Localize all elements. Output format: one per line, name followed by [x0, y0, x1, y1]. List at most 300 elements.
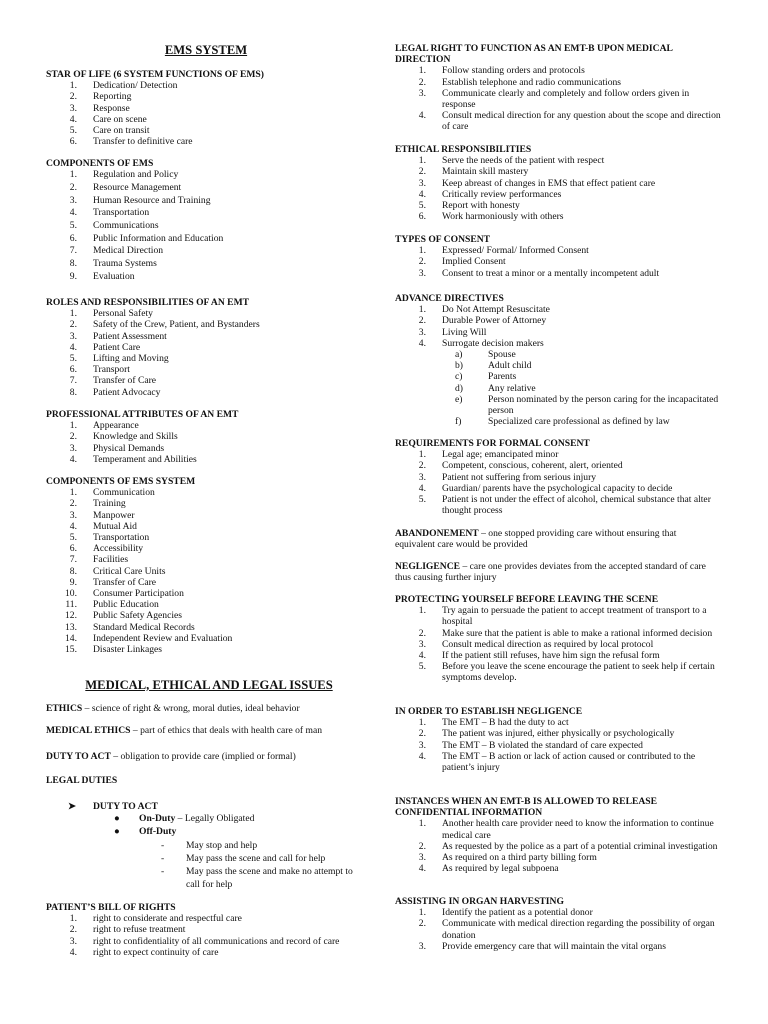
term: ABANDONEMENT	[395, 528, 479, 539]
term: ETHICS	[46, 703, 83, 714]
list-item	[46, 610, 366, 621]
list-item	[46, 947, 366, 958]
sub-list-item	[395, 394, 725, 416]
item-number: 2.	[418, 840, 426, 852]
dash-list-item	[46, 839, 366, 852]
item-number: 4.	[69, 113, 77, 125]
on-duty-item	[46, 813, 366, 824]
item-text: Public Information and Education	[93, 232, 224, 244]
item-text: The EMT – B action or lack of action caused or contributed to the patient’s injury	[442, 750, 696, 774]
list-item	[395, 189, 725, 200]
dash-marker: -	[161, 866, 165, 877]
list-item	[46, 936, 366, 947]
item-number: 7.	[69, 554, 77, 566]
item-text: Patient Care	[93, 341, 141, 353]
item-number: 5.	[418, 200, 426, 212]
item-text: Spouse	[488, 349, 516, 361]
list-item	[46, 233, 366, 246]
list-item	[46, 588, 366, 599]
item-text: Consumer Participation	[93, 588, 184, 600]
item-text: Patient not suffering from serious injury	[442, 471, 597, 483]
bullet-dot-icon: ●	[114, 826, 120, 838]
item-text: Maintain skill mastery	[442, 166, 529, 178]
dash-list-item	[46, 852, 366, 865]
negligence-definition	[395, 561, 715, 583]
item-number: 6.	[69, 543, 77, 555]
item-number: 3.	[418, 267, 426, 279]
item-text: Reporting	[93, 91, 132, 103]
item-number: 1.	[69, 420, 77, 432]
item-number: 6.	[69, 136, 77, 148]
list-item	[46, 644, 366, 655]
definition: – part of ethics that deals with health care of man	[130, 725, 323, 736]
section-heading: ADVANCE DIRECTIVES	[395, 293, 504, 304]
attributes-list	[46, 420, 366, 465]
list-item	[46, 924, 366, 935]
list-item	[395, 717, 725, 728]
item-text: Response	[93, 102, 130, 114]
list-item	[46, 487, 366, 498]
dash-list-item	[46, 865, 366, 891]
item-text: Parents	[488, 371, 517, 383]
item-number: 6.	[418, 211, 426, 223]
item-text: Do Not Attempt Resuscitate	[442, 304, 550, 316]
item-number: 4.	[418, 110, 426, 122]
item-text: Specialized care professional as defined by law	[488, 416, 670, 428]
list-item	[395, 863, 725, 874]
item-text: Before you leave the scene encourage the patient to seek help if certain symptoms develop.	[442, 661, 715, 684]
item-number: 1.	[418, 605, 426, 617]
list-item	[395, 918, 725, 940]
list-item	[395, 304, 725, 315]
list-item	[395, 639, 725, 650]
section-heading: ASSISTING IN ORGAN HARVESTING	[395, 896, 564, 907]
item-text: Identify the patient as a potential donor	[442, 907, 593, 919]
list-item	[46, 169, 366, 182]
item-number: 1.	[418, 304, 426, 316]
item-letter: f)	[455, 416, 462, 428]
item-number: 2.	[69, 431, 77, 443]
list-item	[395, 472, 725, 483]
medical-ethics-definition	[46, 725, 366, 736]
section-heading: COMPONENTS OF EMS SYSTEM	[46, 476, 196, 487]
item-number: 9.	[69, 270, 77, 282]
list-item	[46, 136, 366, 147]
list-item	[46, 431, 366, 442]
advance-directives-list	[395, 304, 725, 349]
item-number: 14.	[65, 632, 77, 644]
item-text: Competent, conscious, coherent, alert, oriented	[442, 460, 623, 472]
item-text: Legal age; emancipated minor	[442, 449, 559, 461]
item-text: Consult medical direction as required by local protocol	[442, 638, 654, 650]
list-item	[395, 200, 725, 211]
item-number: 3.	[418, 852, 426, 864]
term: NEGLIGENCE	[395, 561, 461, 572]
item-text: May stop and help	[186, 840, 258, 851]
duty-types-list	[46, 813, 366, 837]
item-number: 1.	[69, 80, 77, 92]
item-number: 5.	[69, 532, 77, 544]
term: Off-Duty	[139, 826, 177, 838]
item-number: 4.	[418, 863, 426, 875]
list-item	[395, 211, 725, 222]
item-number: 4.	[418, 482, 426, 494]
item-number: 4.	[418, 650, 426, 662]
list-item	[395, 110, 725, 132]
item-text: Try again to persuade the patient to accept treatment of transport to a hospital	[442, 605, 707, 628]
item-number: 3.	[418, 326, 426, 338]
item-number: 2.	[418, 315, 426, 327]
item-number: 2.	[69, 924, 77, 936]
item-number: 7.	[69, 245, 77, 257]
list-item	[46, 245, 366, 258]
item-number: 9.	[69, 576, 77, 588]
star-of-life-list	[46, 80, 366, 147]
term: On-Duty	[139, 813, 176, 824]
item-number: 5.	[69, 220, 77, 232]
item-text: Trauma Systems	[93, 258, 157, 270]
item-text: The EMT – B violated the standard of care expected	[442, 739, 643, 751]
item-number: 6.	[69, 232, 77, 244]
list-item	[46, 913, 366, 924]
dash-marker: -	[161, 840, 165, 851]
item-text: right to refuse treatment	[93, 924, 186, 936]
definition: – obligation to provide care (implied or formal)	[110, 751, 296, 762]
item-number: 3.	[418, 940, 426, 952]
item-number: 3.	[418, 739, 426, 751]
section-heading: REQUIREMENTS FOR FORMAL CONSENT	[395, 438, 590, 449]
sub-list-item	[395, 360, 725, 371]
section-heading: STAR OF LIFE (6 SYSTEM FUNCTIONS OF EMS)	[46, 69, 264, 80]
item-number: 1.	[69, 913, 77, 925]
item-text: Personal Safety	[93, 308, 153, 320]
item-text: Training	[93, 498, 126, 510]
item-text: Establish telephone and radio communications	[442, 76, 622, 88]
list-item	[46, 443, 366, 454]
item-text: Transfer of Care	[93, 576, 157, 588]
legal-right-section	[395, 43, 725, 133]
item-text: Public Education	[93, 599, 159, 611]
instances-section	[395, 796, 725, 874]
list-item	[395, 65, 725, 76]
item-number: 3.	[418, 471, 426, 483]
item-number: 2.	[418, 76, 426, 88]
item-number: 1.	[69, 308, 77, 320]
item-number: 5.	[69, 353, 77, 365]
item-number: 1.	[418, 818, 426, 830]
item-text: Mutual Aid	[93, 520, 137, 532]
list-item	[395, 155, 725, 166]
section-heading: INSTANCES WHEN AN EMT-B IS ALLOWED TO RELEASE CONFIDENTIAL INFORMATION	[395, 796, 658, 819]
list-item	[46, 220, 366, 233]
item-number: 2.	[418, 256, 426, 268]
item-text: Guardian/ parents have the psychological capacity to decide	[442, 482, 673, 494]
list-item	[395, 268, 725, 279]
item-number: 8.	[69, 258, 77, 270]
item-text: May pass the scene and make no attempt to call for help	[186, 866, 353, 890]
ethics-definition	[46, 703, 366, 714]
item-text: Adult child	[488, 360, 532, 372]
item-number: 2.	[418, 460, 426, 472]
list-item	[395, 178, 725, 189]
list-item	[395, 256, 725, 267]
item-letter: c)	[455, 371, 463, 383]
list-item	[395, 941, 725, 952]
item-text: Provide emergency care that will maintain the vital organs	[442, 940, 666, 952]
definition: – care one provides deviates from the accepted standard of care thus causing further injury	[395, 561, 706, 584]
item-text: If the patient still refuses, have him sign the refusal form	[442, 650, 660, 662]
item-text: Transport	[93, 364, 130, 376]
item-text: Medical Direction	[93, 245, 164, 257]
item-number: 6.	[69, 364, 77, 376]
item-letter: b)	[455, 360, 463, 372]
abandonment-definition	[395, 528, 715, 550]
sub-list-item	[395, 383, 725, 394]
item-number: 4.	[418, 750, 426, 762]
list-item	[46, 258, 366, 271]
item-number: 3.	[69, 442, 77, 454]
list-item	[395, 728, 725, 739]
item-text: As requested by the police as a part of a potential criminal investigation	[442, 840, 718, 852]
list-item	[395, 483, 725, 494]
item-text: right to considerate and respectful care	[93, 913, 242, 925]
list-item	[46, 420, 366, 431]
list-item	[46, 91, 366, 102]
item-text: Consult medical direction for any question about the scope and direction of care	[442, 110, 721, 133]
item-text: Knowledge and Skills	[93, 431, 178, 443]
list-item	[395, 628, 725, 639]
item-number: 4.	[69, 341, 77, 353]
list-item	[46, 387, 366, 398]
roles-list	[46, 308, 366, 398]
item-text: Regulation and Policy	[93, 169, 179, 181]
definition: – one stopped providing care without ensuring that equivalent care would be provided	[395, 528, 677, 551]
sub-list-item	[395, 416, 725, 427]
item-number: 3.	[69, 509, 77, 521]
list-item	[46, 498, 366, 509]
item-number: 1.	[418, 245, 426, 257]
item-text: Care on scene	[93, 113, 147, 125]
ems-system-title: EMS SYSTEM	[164, 43, 248, 57]
item-number: 8.	[69, 565, 77, 577]
item-text: Facilities	[93, 554, 129, 566]
list-item	[46, 182, 366, 195]
list-item	[46, 103, 366, 114]
sub-list-item	[395, 371, 725, 382]
item-number: 2.	[418, 627, 426, 639]
item-text: Any relative	[488, 382, 536, 394]
item-number: 2.	[69, 91, 77, 103]
list-item	[46, 319, 366, 330]
item-number: 12.	[65, 610, 77, 622]
list-item	[46, 364, 366, 375]
item-number: 1.	[69, 169, 77, 181]
legal-right-list	[395, 65, 725, 132]
list-item	[46, 375, 366, 386]
item-number: 4.	[69, 453, 77, 465]
item-text: Work harmoniously with others	[442, 211, 564, 223]
item-number: 1.	[418, 717, 426, 729]
item-text: Transfer to definitive care	[93, 136, 193, 148]
item-number: 2.	[69, 181, 77, 193]
item-text: The patient was injured, either physically or psychologically	[442, 728, 675, 740]
item-number: 5.	[69, 125, 77, 137]
list-item	[395, 460, 725, 471]
bill-of-rights-list	[46, 913, 366, 958]
list-item	[395, 852, 725, 863]
list-item	[395, 327, 725, 338]
item-number: 13.	[65, 621, 77, 633]
item-text: Patient is not under the effect of alcohol, chemical substance that alter thought process	[442, 494, 711, 517]
list-item	[46, 114, 366, 125]
list-item	[395, 907, 725, 918]
item-number: 2.	[69, 319, 77, 331]
list-item	[46, 271, 366, 284]
list-item	[395, 494, 725, 516]
item-text: Appearance	[93, 420, 139, 432]
formal-consent-section	[395, 438, 725, 516]
section-heading: PROTECTING YOURSELF BEFORE LEAVING THE SCENE	[395, 594, 659, 605]
item-number: 3.	[418, 638, 426, 650]
item-text: Consent to treat a minor or a mentally incompetent adult	[442, 267, 660, 279]
item-letter: d)	[455, 382, 463, 394]
item-text: Another health care provider need to know the information to continue medical care	[442, 818, 714, 841]
list-item	[46, 80, 366, 91]
section-heading: COMPONENTS OF EMS	[46, 158, 154, 169]
section-heading: TYPES OF CONSENT	[395, 234, 491, 245]
list-item	[395, 77, 725, 88]
ethical-list	[395, 155, 725, 222]
item-text: Report with honesty	[442, 200, 520, 212]
list-item	[46, 195, 366, 208]
item-text: Public Safety Agencies	[93, 610, 182, 622]
list-item	[46, 308, 366, 319]
list-item	[46, 521, 366, 532]
formal-consent-list	[395, 449, 725, 516]
section-heading: LEGAL RIGHT TO FUNCTION AS AN EMT-B UPON MEDICAL DIRECTION	[395, 43, 673, 66]
item-text: Expressed/ Formal/ Informed Consent	[442, 245, 589, 257]
instances-list	[395, 818, 725, 874]
item-text: Make sure that the patient is able to make a rational informed decision	[442, 627, 713, 639]
protecting-list	[395, 605, 725, 683]
item-number: 3.	[69, 194, 77, 206]
item-number: 4.	[418, 188, 426, 200]
item-number: 15.	[65, 644, 77, 656]
sub-list-item	[395, 349, 725, 360]
item-text: Temperament and Abilities	[93, 453, 197, 465]
term: MEDICAL ETHICS	[46, 725, 131, 736]
item-number: 2.	[418, 728, 426, 740]
item-number: 4.	[418, 337, 426, 349]
section-heading: PATIENT’S BILL OF RIGHTS	[46, 902, 176, 913]
item-text: Standard Medical Records	[93, 621, 195, 633]
duty-to-act-bullet	[46, 801, 366, 812]
item-text: Manpower	[93, 509, 135, 521]
item-letter: a)	[455, 349, 463, 361]
list-item	[395, 245, 725, 256]
components-system-list	[46, 487, 366, 655]
item-number: 1.	[69, 487, 77, 499]
item-number: 7.	[69, 375, 77, 387]
item-text: Physical Demands	[93, 442, 165, 454]
list-item	[46, 566, 366, 577]
item-text: right to expect continuity of care	[93, 946, 219, 958]
list-item	[395, 166, 725, 177]
list-item	[46, 353, 366, 364]
item-text: As required by legal subpoena	[442, 863, 559, 875]
item-text: Lifting and Moving	[93, 353, 169, 365]
list-item	[395, 338, 725, 349]
item-number: 11.	[65, 599, 77, 611]
item-number: 3.	[69, 935, 77, 947]
item-text: Disaster Linkages	[93, 644, 163, 656]
organ-harvesting-section	[395, 896, 725, 952]
organ-harvesting-list	[395, 907, 725, 952]
legal-duties-heading: LEGAL DUTIES	[46, 775, 118, 786]
item-number: 1.	[418, 65, 426, 77]
components-ems-section	[46, 158, 366, 284]
item-number: 4.	[69, 946, 77, 958]
item-text: Living Will	[442, 326, 487, 338]
star-of-life-section	[46, 69, 366, 147]
roles-section	[46, 297, 366, 398]
item-number: 5.	[418, 661, 426, 673]
item-number: 4.	[69, 520, 77, 532]
item-text: Communicate clearly and completely and follow orders given in response	[442, 87, 690, 111]
arrow-bullet-icon: ➤	[68, 801, 77, 812]
list-item	[46, 577, 366, 588]
components-system-section	[46, 476, 366, 655]
item-text: Durable Power of Attorney	[442, 315, 547, 327]
item-text: Independent Review and Evaluation	[93, 632, 233, 644]
item-text: Transportation	[93, 532, 150, 544]
item-letter: e)	[455, 393, 463, 405]
item-number: 3.	[69, 330, 77, 342]
definition: – science of right & wrong, moral duties, ideal behavior	[82, 703, 300, 714]
item-number: 1.	[418, 907, 426, 919]
medical-ethical-legal-title: MEDICAL, ETHICAL AND LEGAL ISSUES	[85, 678, 333, 692]
section-heading: ROLES AND RESPONSIBILITIES OF AN EMT	[46, 297, 250, 308]
item-number: 2.	[418, 166, 426, 178]
protecting-section	[395, 594, 725, 684]
duty-to-act-label: DUTY TO ACT	[93, 801, 158, 812]
item-text: Communication	[93, 487, 155, 499]
list-item	[46, 342, 366, 353]
item-text: right to confidentiality of all communications and record of care	[93, 935, 340, 947]
duty-to-act-definition	[46, 751, 366, 762]
item-text: Follow standing orders and protocols	[442, 65, 585, 77]
components-ems-list	[46, 169, 366, 283]
section-heading: ETHICAL RESPONSIBILITIES	[395, 144, 532, 155]
item-text: Communications	[93, 220, 159, 232]
list-item	[395, 740, 725, 751]
item-text: Transportation	[93, 207, 150, 219]
item-number: 1.	[418, 155, 426, 167]
item-number: 3.	[69, 102, 77, 114]
item-text: Critically review performances	[442, 188, 562, 200]
item-text: Human Resource and Training	[93, 194, 211, 206]
item-text: May pass the scene and call for help	[186, 853, 326, 864]
item-text: Safety of the Crew, Patient, and Bystanders	[93, 319, 260, 331]
surrogate-list	[395, 349, 725, 427]
item-number: 2.	[69, 498, 77, 510]
list-item	[46, 622, 366, 633]
item-text: Serve the needs of the patient with respect	[442, 155, 605, 167]
item-text: Communicate with medical direction regarding the possibility of organ donation	[442, 918, 715, 941]
list-item	[395, 751, 725, 773]
definition: – Legally Obligated	[175, 813, 255, 824]
item-text: Care on transit	[93, 125, 150, 137]
